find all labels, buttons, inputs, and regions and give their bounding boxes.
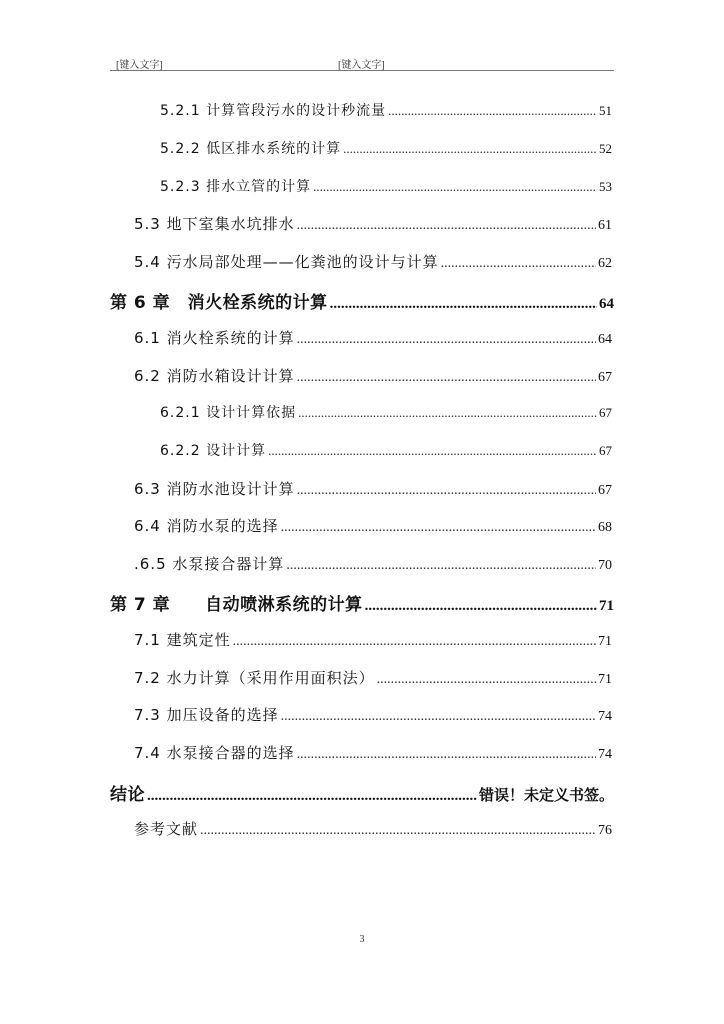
toc-entry-title: 5.3 地下室集水坑排水 [134, 215, 295, 233]
toc-leader-dots [147, 788, 477, 805]
toc-entry-chapter-6[interactable] [110, 288, 614, 313]
toc-entry-page: 76 [598, 823, 612, 838]
toc-entry-title: 5.2.3 排水立管的计算 [160, 179, 312, 195]
toc-entry-title: 7.3 加压设备的选择 [134, 706, 279, 724]
toc-entry-7-3[interactable] [134, 704, 612, 725]
toc-entry-5-2-2[interactable] [160, 138, 612, 158]
toc-entry-page: 64 [598, 332, 612, 347]
toc-entry-title: 结论 [110, 785, 145, 805]
toc-entry-title: 参考文献 [134, 820, 199, 838]
toc-entry-page: 62 [598, 256, 612, 271]
toc-entry-title: 5.2.1 计算管段污水的设计秒流量 [160, 103, 387, 119]
toc-entry-title: 5.4 污水局部处理——化粪池的设计与计算 [134, 253, 439, 271]
toc-leader-dots [233, 634, 596, 650]
toc-entry-title: 6.3 消防水池设计计算 [134, 480, 295, 498]
toc-entry-conclusion[interactable] [110, 780, 614, 805]
toc-entry-title: 5.2.2 低区排水系统的计算 [160, 141, 342, 157]
toc-entry-title: .6.5 水泵接合器计算 [134, 555, 285, 573]
toc-leader-dots [286, 558, 596, 574]
toc-entry-6-2-2[interactable] [160, 440, 612, 460]
toc-entry-6-2-1[interactable] [160, 402, 612, 422]
toc-entry-references[interactable] [134, 818, 612, 839]
toc-leader-dots [388, 103, 597, 119]
header-divider [110, 70, 614, 71]
toc-entry-page: 51 [599, 103, 612, 118]
header-left-placeholder: [键入文字] [116, 60, 163, 71]
toc-entry-page: 52 [599, 141, 612, 156]
toc-entry-7-2[interactable] [134, 667, 612, 688]
header-center-placeholder: [键入文字] [338, 60, 385, 71]
toc-entry-page: 70 [598, 558, 612, 573]
toc-leader-dots [297, 483, 596, 499]
toc-entry-title: 6.1 消火栓系统的计算 [134, 329, 295, 347]
toc-entry-title: 6.2 消防水箱设计计算 [134, 367, 295, 385]
toc-entry-page: 67 [598, 483, 612, 498]
toc-entry-title: 第 7 章 自动喷淋系统的计算 [110, 595, 363, 615]
toc-entry-5-2-1[interactable] [160, 100, 612, 120]
toc-entry-page: 67 [598, 370, 612, 385]
toc-leader-dots [200, 823, 596, 839]
toc-entry-title: 7.4 水泵接合器的选择 [134, 744, 295, 762]
toc-leader-dots [441, 256, 596, 272]
toc-entry-page: 71 [598, 672, 612, 687]
toc-entry-page: 71 [599, 598, 614, 614]
toc-entry-page: 74 [598, 709, 612, 724]
toc-leader-dots [297, 332, 596, 348]
toc-leader-dots [343, 141, 597, 157]
toc-entry-title: 6.4 消防水泵的选择 [134, 517, 279, 535]
toc-leader-dots [313, 179, 597, 195]
toc-leader-dots [281, 520, 596, 536]
toc-entry-5-3[interactable] [134, 213, 612, 234]
toc-entry-page: 74 [598, 747, 612, 762]
toc-entry-5-2-3[interactable] [160, 176, 612, 196]
toc-leader-dots [281, 709, 596, 725]
toc-entry-page: 67 [599, 405, 612, 420]
toc-leader-dots [365, 598, 597, 615]
toc-entry-page: 68 [598, 520, 612, 535]
toc-entry-title: 6.2.2 设计计算 [160, 443, 267, 459]
toc-entry-7-4[interactable] [134, 742, 612, 763]
toc-leader-dots [297, 747, 596, 763]
toc-entry-page: 64 [599, 296, 614, 312]
toc-entry-6-1[interactable] [134, 327, 612, 348]
toc-entry-5-4[interactable] [134, 251, 612, 272]
toc-entry-page-error: 错误！未定义书签。 [478, 788, 614, 804]
toc-entry-page: 71 [598, 634, 612, 649]
toc-leader-dots [377, 672, 596, 688]
toc-entry-page: 61 [598, 218, 612, 233]
toc-leader-dots [298, 405, 597, 421]
toc-entry-title: 7.1 建筑定性 [134, 631, 231, 649]
toc-entry-title: 第 6 章 消火栓系统的计算 [110, 293, 328, 313]
toc-leader-dots [297, 370, 596, 386]
toc-entry-page: 67 [599, 443, 612, 458]
toc-entry-6-3[interactable] [134, 478, 612, 499]
toc-entry-page: 53 [599, 179, 612, 194]
toc-entry-7-1[interactable] [134, 629, 612, 650]
toc-leader-dots [268, 443, 597, 459]
toc-entry-6-2[interactable] [134, 365, 612, 386]
toc-leader-dots [330, 296, 597, 313]
toc-entry-chapter-7[interactable] [110, 590, 614, 615]
page-number: 3 [359, 934, 365, 945]
toc-entry-title: 7.2 水力计算（采用作用面积法） [134, 669, 375, 687]
toc-entry-6-4[interactable] [134, 515, 612, 536]
toc-entry-title: 6.2.1 设计计算依据 [160, 405, 297, 421]
page-header [110, 54, 614, 70]
toc-entry-6-5[interactable] [134, 553, 612, 574]
toc-leader-dots [297, 218, 596, 234]
